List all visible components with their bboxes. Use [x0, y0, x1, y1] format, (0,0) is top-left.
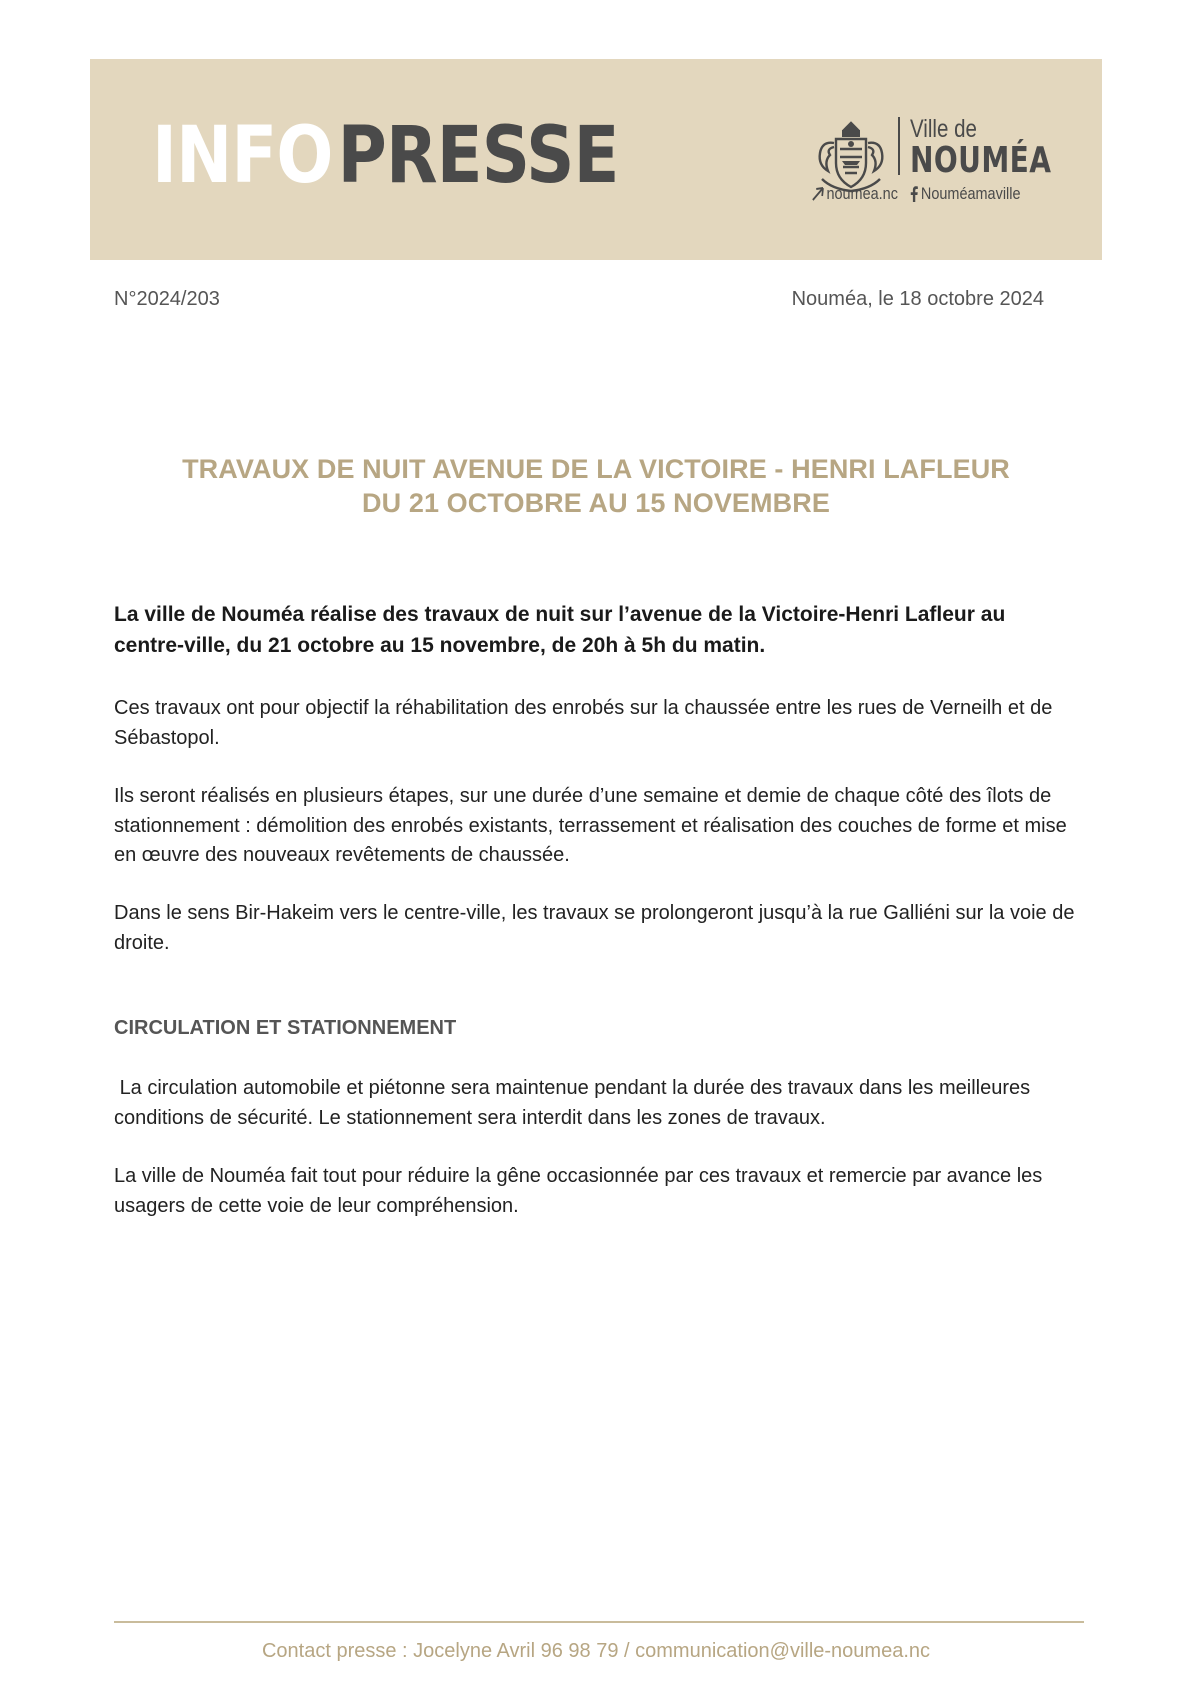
body-paragraph: Ils seront réalisés en plusieurs étapes, sur une durée d’une semaine et demie de chaque côté des îlots de stationnement : démolition des enrobés existants, terrassement et réalisation des couches de forme et mise en œuvre des nouveaux revêtements de chaussée.	[114, 785, 1067, 866]
info-presse-brand	[152, 111, 619, 201]
footer-divider	[114, 1621, 1084, 1623]
ville-de-noumea-logo	[812, 117, 1052, 207]
facebook-icon	[910, 186, 919, 202]
section-heading: CIRCULATION ET STATIONNEMENT	[114, 1017, 457, 1039]
press-release-number: N°2024/203	[114, 288, 220, 310]
logo-divider	[898, 117, 900, 175]
section-paragraph: La circulation automobile et piétonne sera maintenue pendant la durée des travaux dans les meilleures conditions de sécurité. Le stationnement sera interdit dans les zones de travaux.	[114, 1077, 1036, 1129]
facebook-link[interactable]: Nouméamaville	[920, 183, 1021, 203]
press-contact: Contact presse : Jocelyne Avril 96 98 79 / communication@ville-noumea.nc	[261, 1640, 931, 1662]
lead-paragraph: La ville de Nouméa réalise des travaux de nuit sur l’avenue de la Victoire-Henri Lafleur au centre-ville, du 21 octobre au 15 novembre, de 20h à 5h du matin.	[114, 603, 1006, 657]
arrow-icon	[812, 187, 824, 201]
logo-ville-de: Ville de	[910, 115, 977, 143]
press-release-date: Nouméa, le 18 octobre 2024	[791, 288, 1044, 310]
brand-presse-text: PRESSE	[337, 111, 619, 201]
page-title	[90, 452, 1102, 520]
body-paragraph: Dans le sens Bir-Hakeim vers le centre-ville, les travaux se prolongeront jusqu’à la rue Galliéni sur la voie de droite.	[114, 902, 1075, 954]
website-link[interactable]: noumea.nc	[826, 183, 898, 203]
title-line-1: TRAVAUX DE NUIT AVENUE DE LA VICTOIRE - HENRI LAFLEUR	[182, 454, 1010, 484]
body-paragraph: Ces travaux ont pour objectif la réhabilitation des enrobés sur la chaussée entre les rues de Verneilh et de Sébastopol.	[114, 697, 1053, 749]
logo-links	[812, 183, 1021, 204]
brand-info-text: INFO	[152, 111, 333, 201]
title-line-2: DU 21 OCTOBRE AU 15 NOVEMBRE	[362, 488, 830, 518]
logo-noumea: NOUMÉA	[910, 140, 1052, 181]
section-paragraph: La ville de Nouméa fait tout pour réduire la gêne occasionnée par ces travaux et remercie par avance les usagers de cette voie de leur compréhension.	[114, 1165, 1043, 1217]
header-banner	[90, 59, 1102, 260]
